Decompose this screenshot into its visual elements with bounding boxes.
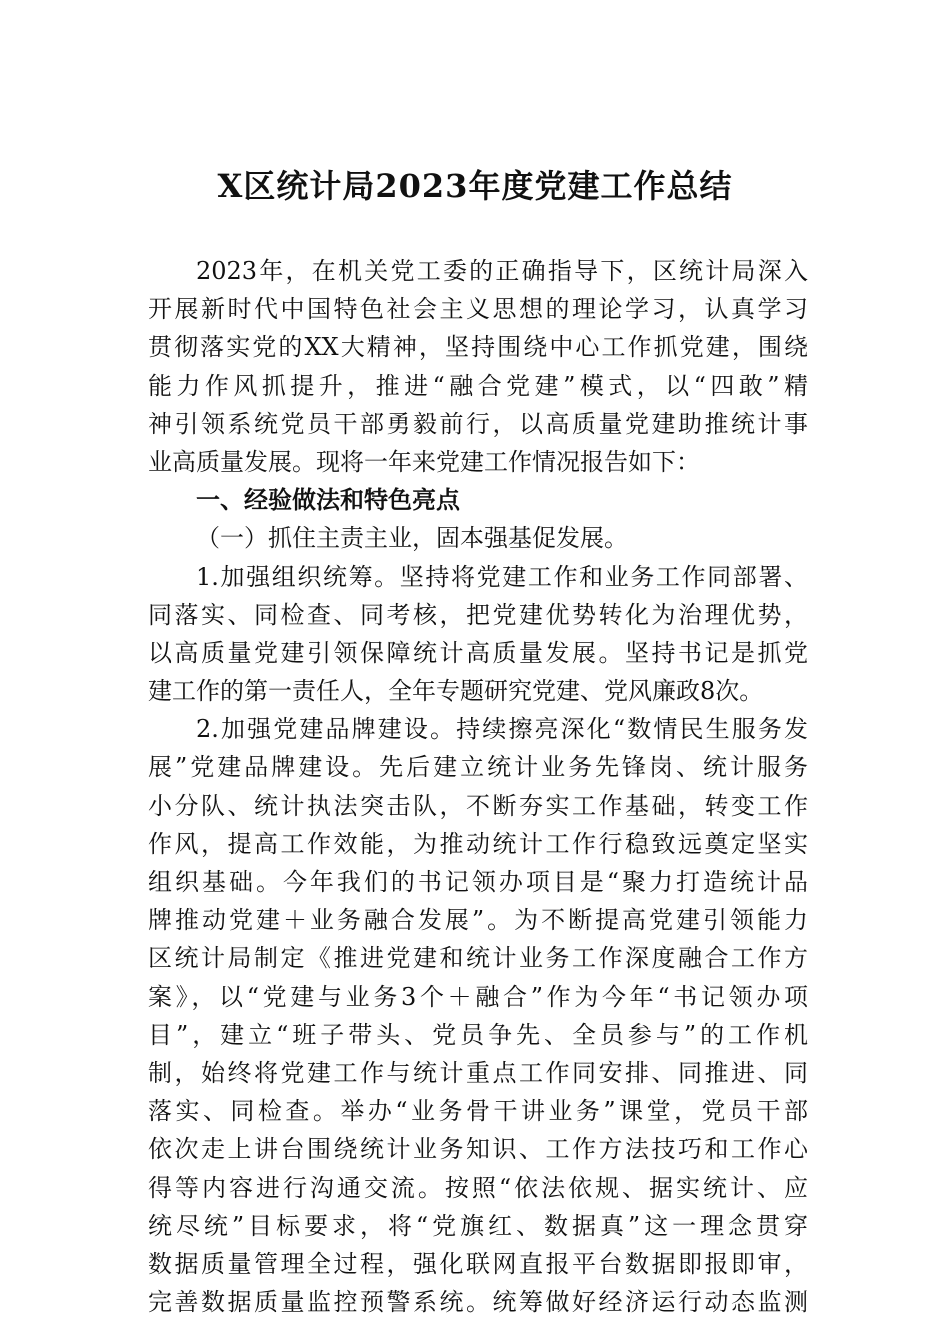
paragraph-line: 统尽统”目标要求，将“党旗红、数据真”这一理念贯穿 bbox=[148, 1211, 808, 1240]
paragraph-line: 贯彻落实党的XX大精神，坚持围绕中心工作抓党建，围绕 bbox=[148, 333, 808, 362]
paragraph-line: 以高质量党建引领保障统计高质量发展。坚持书记是抓党 bbox=[148, 638, 808, 667]
paragraph-line: 区统计局制定《推进党建和统计业务工作深度融合工作方 bbox=[148, 944, 808, 973]
paragraph-line: 能力作风抓提升，推进“融合党建”模式，以“四敢”精 bbox=[148, 371, 808, 400]
paragraph-line: 1.加强组织统筹。坚持将党建工作和业务工作同部署、 bbox=[196, 562, 808, 591]
section-heading: 一、经验做法和特色亮点 bbox=[196, 486, 460, 515]
paragraph-line: 开展新时代中国特色社会主义思想的理论学习，认真学习 bbox=[148, 295, 808, 324]
paragraph-line: 同落实、同检查、同考核，把党建优势转化为治理优势， bbox=[148, 600, 808, 629]
subsection-heading: （一）抓住主责主业，固本强基促发展。 bbox=[196, 524, 628, 553]
paragraph-line: 案》，以“党建与业务3个＋融合”作为今年“书记领办项 bbox=[148, 982, 808, 1011]
paragraph-line: 神引领系统党员干部勇毅前行，以高质量党建助推统计事 bbox=[148, 409, 808, 438]
paragraph-line: 展”党建品牌建设。先后建立统计业务先锋岗、统计服务 bbox=[148, 753, 808, 782]
paragraph-line: 2.加强党建品牌建设。持续擦亮深化“数情民生服务发 bbox=[196, 715, 808, 744]
paragraph-line: 数据质量管理全过程，强化联网直报平台数据即报即审， bbox=[148, 1249, 808, 1278]
paragraph-line: 完善数据质量监控预警系统。统筹做好经济运行动态监测 bbox=[148, 1288, 808, 1317]
paragraph-line: 2023年，在机关党工委的正确指导下，区统计局深入 bbox=[196, 257, 808, 285]
paragraph-line: 落实、同检查。举办“业务骨干讲业务”课堂，党员干部 bbox=[148, 1097, 808, 1126]
paragraph-line: 牌推动党建＋业务融合发展”。为不断提高党建引领能力 bbox=[148, 906, 808, 935]
paragraph-line: 依次走上讲台围绕统计业务知识、工作方法技巧和工作心 bbox=[148, 1135, 808, 1164]
paragraph-line: 制，始终将党建工作与统计重点工作同安排、同推进、同 bbox=[148, 1058, 808, 1087]
document-title: X区统计局2023年度党建工作总结 bbox=[217, 167, 733, 205]
document-body bbox=[148, 252, 808, 1321]
paragraph-line: 建工作的第一责任人，全年专题研究党建、党风廉政8次。 bbox=[148, 677, 764, 706]
paragraph-line: 作风，提高工作效能，为推动统计工作行稳致远奠定坚实 bbox=[148, 829, 808, 858]
paragraph-line: 目”，建立“班子带头、党员争先、全员参与”的工作机 bbox=[148, 1020, 808, 1049]
paragraph-line: 业高质量发展。现将一年来党建工作情况报告如下： bbox=[148, 447, 700, 476]
paragraph-line: 组织基础。今年我们的书记领办项目是“聚力打造统计品 bbox=[148, 868, 808, 896]
paragraph-line: 小分队、统计执法突击队，不断夯实工作基础，转变工作 bbox=[148, 791, 808, 820]
paragraph-line: 得等内容进行沟通交流。按照“依法依规、据实统计、应 bbox=[148, 1173, 808, 1202]
